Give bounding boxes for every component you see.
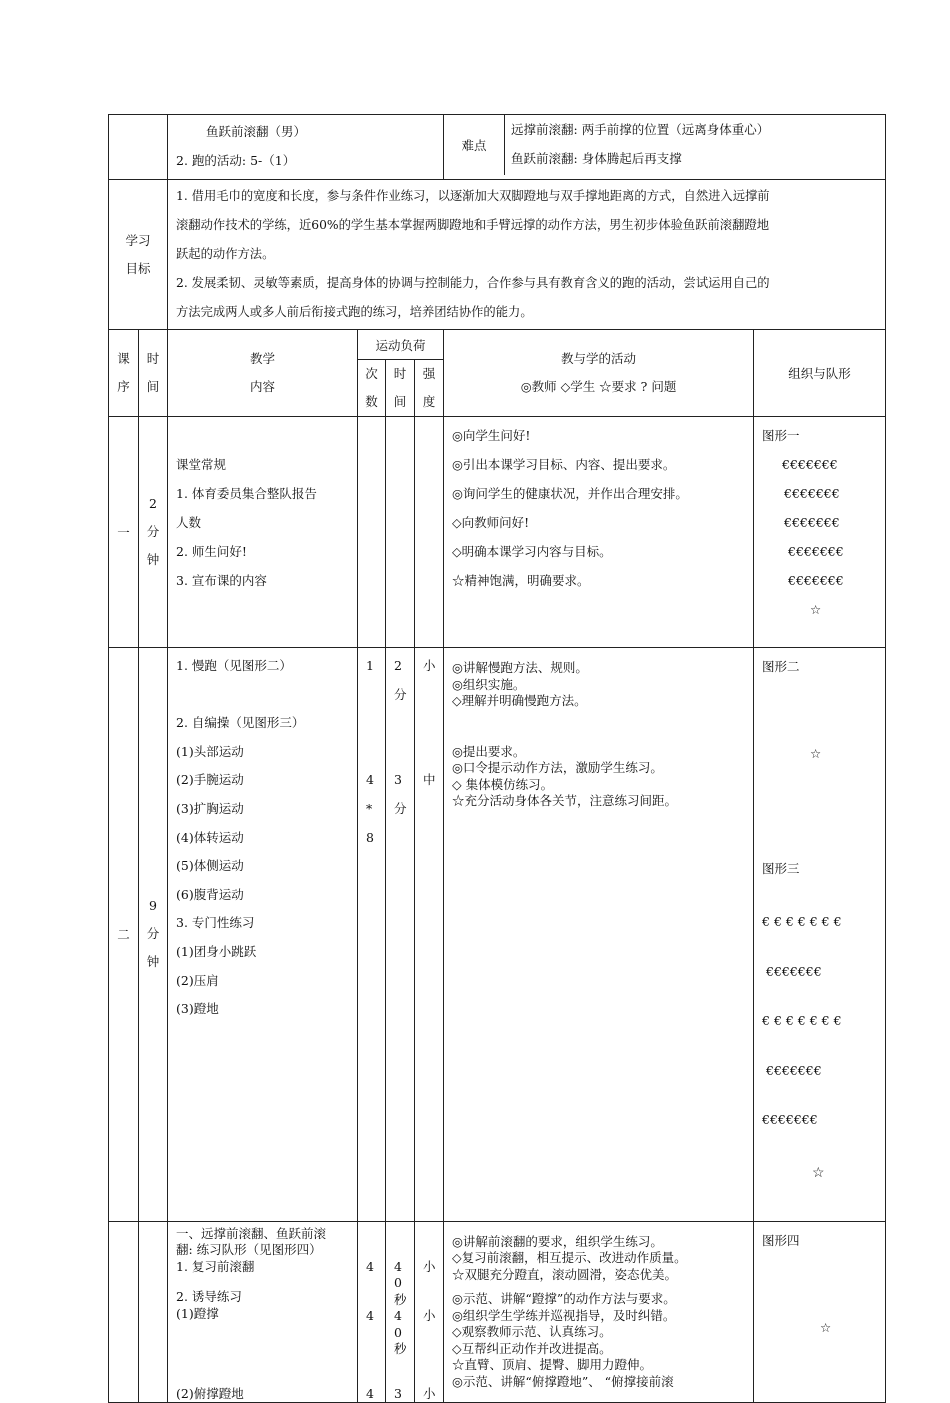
- lesson-plan-page: [108, 114, 885, 1403]
- star-icon: ☆: [810, 602, 822, 617]
- difficulty-line: 鱼跃前滚翻: 身体腾起后再支撑: [511, 151, 682, 166]
- header-load: 运动负荷: [358, 330, 444, 360]
- figure-2-3: 图形二 ☆ 图形三 € € € € € € € €€€€€€€ € € € € € € € €€€€€€€ €€€€€€€ ☆: [754, 648, 886, 1222]
- top-row: [109, 115, 886, 180]
- goals-label: 学习 目标: [109, 180, 168, 330]
- header-activities: 教与学的活动 ◎教师 ◇学生 ☆要求 ? 问题: [444, 330, 754, 417]
- difficulty-line: 远撑前滚翻: 两手前撑的位置（远离身体重心）: [511, 122, 770, 137]
- section-1-row: [109, 417, 886, 648]
- goals-text: [168, 180, 886, 330]
- section-2-seq: 二: [109, 648, 139, 1222]
- lesson-plan-table: [108, 114, 886, 1403]
- star-icon: ☆: [820, 1319, 832, 1335]
- figure-4: [754, 1221, 886, 1402]
- section-2-activities: ◎讲解慢跑方法、规则。 ◎组织实施。 ◇理解并明确慢跑方法。 ◎提出要求。 ◎口令提示动作方法，激励学生练习。 ◇ 集体模仿练习。 ☆充分活动身体各关节，注意练习间距。: [444, 648, 754, 1222]
- goal-line: 方法完成两人或多人前后衔接式跑的练习，培养团结协作的能力。: [176, 305, 533, 319]
- section-3-count: 4 4 4: [358, 1221, 386, 1402]
- section-1-content: 课堂常规 1. 体育委员集合整队报告 人数 2. 师生问好! 3. 宣布课的内容: [168, 417, 358, 648]
- goal-line: 1. 借用毛巾的宽度和长度，参与条件作业练习，以逐渐加大双脚蹬地与双手撑地距离的方式，自然进入远撑前: [176, 189, 770, 203]
- top-content: [168, 115, 444, 180]
- section-3-activities: ◎讲解前滚翻的要求，组织学生练习。 ◇复习前滚翻，相互提示、改进动作质量。 ☆双腿充分蹬直，滚动圆滑，姿态优美。 ◎示范、讲解“蹬撑”的动作方法与要求。 ◎组织学生学练并巡视指导，及时纠错。 ◇观察教师示范、认真练习。 ◇互帮纠正动作并改进提高。 ☆直臂、顶肩、提臀、脚用力蹬伸。 ◎示范、讲解“俯撑蹬地”、 “俯撑接前滚: [444, 1221, 754, 1402]
- header-content: 教学 内容: [168, 330, 358, 417]
- section-3-intensity: 小 小 小: [415, 1221, 444, 1402]
- figure-2-title: 图形二: [762, 659, 800, 674]
- section-2-intensity: 小 中: [415, 648, 444, 1222]
- header-seq: 课 序: [109, 330, 139, 417]
- section-2-dur: 2 分 3 分: [386, 648, 415, 1222]
- section-2-count: 1 4 * 8: [358, 648, 386, 1222]
- goal-line: 2. 发展柔韧、灵敏等素质，提高身体的协调与控制能力，合作参与具有教育含义的跑的活动，尝试运用自己的: [176, 276, 770, 290]
- figure-1-title: 图形一: [762, 428, 800, 443]
- section-1-time: 2 分 钟: [139, 417, 168, 648]
- section-3-content: 一、远撑前滚翻、鱼跃前滚 翻: 练习队形（见图形四） 1. 复习前滚翻 2. 诱导练习 (1)蹬撑 (2)俯撑蹬地: [168, 1221, 358, 1402]
- header-time: 时 间: [139, 330, 168, 417]
- section-2-content: 1. 慢跑（见图形二） 2. 自编操（见图形三） (1)头部运动 (2)手腕运动 (3)扩胸运动 (4)体转运动 (5)体侧运动 (6)腹背运动 3. 专门性练习 (1)团身小跳跃 (2)压肩 (3)蹬地: [168, 648, 358, 1222]
- header-intensity: 强 度: [415, 360, 444, 417]
- star-icon: ☆: [810, 746, 822, 761]
- section-3-row: [109, 1221, 886, 1402]
- section-2-row: [109, 648, 886, 1222]
- header-row: [109, 330, 886, 360]
- section-1-activities: ◎向学生问好! ◎引出本课学习目标、内容、提出要求。 ◎询问学生的健康状况，并作出合理安排。 ◇向教师问好! ◇明确本课学习内容与目标。 ☆精神饱满，明确要求。: [444, 417, 754, 648]
- top-line: 鱼跃前滚翻（男）: [206, 124, 307, 139]
- figure-1: 图形一 €€€€€€€ €€€€€€€ €€€€€€€ €€€€€€€ €€€€€€€ ☆: [754, 417, 886, 648]
- figure-4-title: 图形四: [762, 1232, 800, 1248]
- difficulty-label: 难点: [444, 115, 505, 175]
- header-dur: 时 间: [386, 360, 415, 417]
- header-org: 组织与队形: [754, 330, 886, 417]
- section-3-dur: 4 0 秒 4 0 秒 3: [386, 1221, 415, 1402]
- star-icon: ☆: [812, 1164, 825, 1181]
- section-1-seq: 一: [109, 417, 139, 648]
- header-count: 次 数: [358, 360, 386, 417]
- goals-row: [109, 180, 886, 330]
- figure-3-title: 图形三: [762, 861, 800, 876]
- goal-line: 滚翻动作技术的学练，近60%的学生基本掌握两脚蹬地和手臂远撑的动作方法，男生初步体验鱼跃前滚翻蹬地: [176, 218, 769, 232]
- section-2-time: 9 分 钟: [139, 648, 168, 1222]
- top-line: 2. 跑的活动: 5-（1）: [176, 153, 296, 168]
- goal-line: 跃起的动作方法。: [176, 247, 275, 261]
